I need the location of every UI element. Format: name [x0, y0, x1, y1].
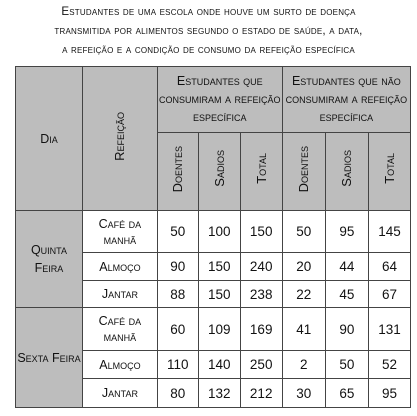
- meal-cell: Jantar: [82, 379, 157, 408]
- value-cell: 44: [325, 253, 368, 281]
- header-consumiram: Estudantes que consumiram a refeição específica: [157, 67, 282, 133]
- day-sexta-feira: Sexta Feira: [16, 308, 83, 408]
- table-row: [16, 308, 411, 350]
- value-cell: 50: [282, 211, 325, 253]
- value-cell: 140: [198, 350, 240, 379]
- subheader-cell: [240, 132, 282, 210]
- meal-cell: Almoço: [82, 253, 157, 281]
- value-cell: 60: [157, 308, 198, 350]
- value-cell: 90: [157, 253, 198, 281]
- value-cell: 132: [198, 379, 240, 408]
- subheader-cell: [368, 132, 410, 210]
- meal-cell: Almoço: [82, 350, 157, 379]
- header-nao-consumiram: Estudantes que não consumiram a refeição específica: [282, 67, 410, 133]
- value-cell: 41: [282, 308, 325, 350]
- value-cell: 150: [198, 253, 240, 281]
- value-cell: 20: [282, 253, 325, 281]
- caption-line-3: a refeição e a condição de consumo da refeição específica: [62, 43, 355, 56]
- value-cell: 2: [282, 350, 325, 379]
- caption-line-1: Estudantes de uma escola onde houve um surto de doença: [61, 5, 356, 18]
- value-cell: 52: [368, 350, 410, 379]
- table-row: [16, 211, 411, 253]
- value-cell: 88: [157, 280, 198, 308]
- subheader-doentes-2: Doentes: [296, 145, 312, 193]
- value-cell: 50: [325, 350, 368, 379]
- subheader-cell: [282, 132, 325, 210]
- subheader-cell: [325, 132, 368, 210]
- value-cell: 250: [240, 350, 282, 379]
- value-cell: 212: [240, 379, 282, 408]
- data-table: [15, 66, 411, 408]
- table-caption: [0, 2, 417, 59]
- day-quinta-feira: Quinta Feira: [16, 211, 83, 308]
- subheader-total-2: Total: [381, 153, 397, 185]
- value-cell: 240: [240, 253, 282, 281]
- subheader-total-1: Total: [253, 153, 269, 185]
- value-cell: 30: [282, 379, 325, 408]
- value-cell: 95: [368, 379, 410, 408]
- value-cell: 50: [157, 211, 198, 253]
- meal-cell: Café da manhã: [82, 211, 157, 253]
- value-cell: 169: [240, 308, 282, 350]
- header-dia: Dia: [16, 67, 83, 211]
- value-cell: 64: [368, 253, 410, 281]
- value-cell: 65: [325, 379, 368, 408]
- value-cell: 150: [198, 280, 240, 308]
- value-cell: 90: [325, 308, 368, 350]
- meal-cell: Jantar: [82, 280, 157, 308]
- value-cell: 100: [198, 211, 240, 253]
- subheader-sadios-2: Sadios: [339, 150, 355, 188]
- value-cell: 145: [368, 211, 410, 253]
- value-cell: 131: [368, 308, 410, 350]
- value-cell: 22: [282, 280, 325, 308]
- caption-line-2: transmitida por alimentos segundo o estado de saúde, a data,: [54, 24, 363, 37]
- value-cell: 109: [198, 308, 240, 350]
- value-cell: 45: [325, 280, 368, 308]
- header-refeicao: [82, 67, 157, 211]
- value-cell: 80: [157, 379, 198, 408]
- value-cell: 110: [157, 350, 198, 379]
- subheader-doentes-1: Doentes: [170, 145, 186, 193]
- subheader-cell: [157, 132, 198, 210]
- value-cell: 67: [368, 280, 410, 308]
- value-cell: 95: [325, 211, 368, 253]
- subheader-cell: [198, 132, 240, 210]
- header-refeicao-label: Refeição: [112, 111, 128, 161]
- meal-cell: Café da manhã: [82, 308, 157, 350]
- subheader-sadios-1: Sadios: [211, 150, 227, 188]
- value-cell: 238: [240, 280, 282, 308]
- value-cell: 150: [240, 211, 282, 253]
